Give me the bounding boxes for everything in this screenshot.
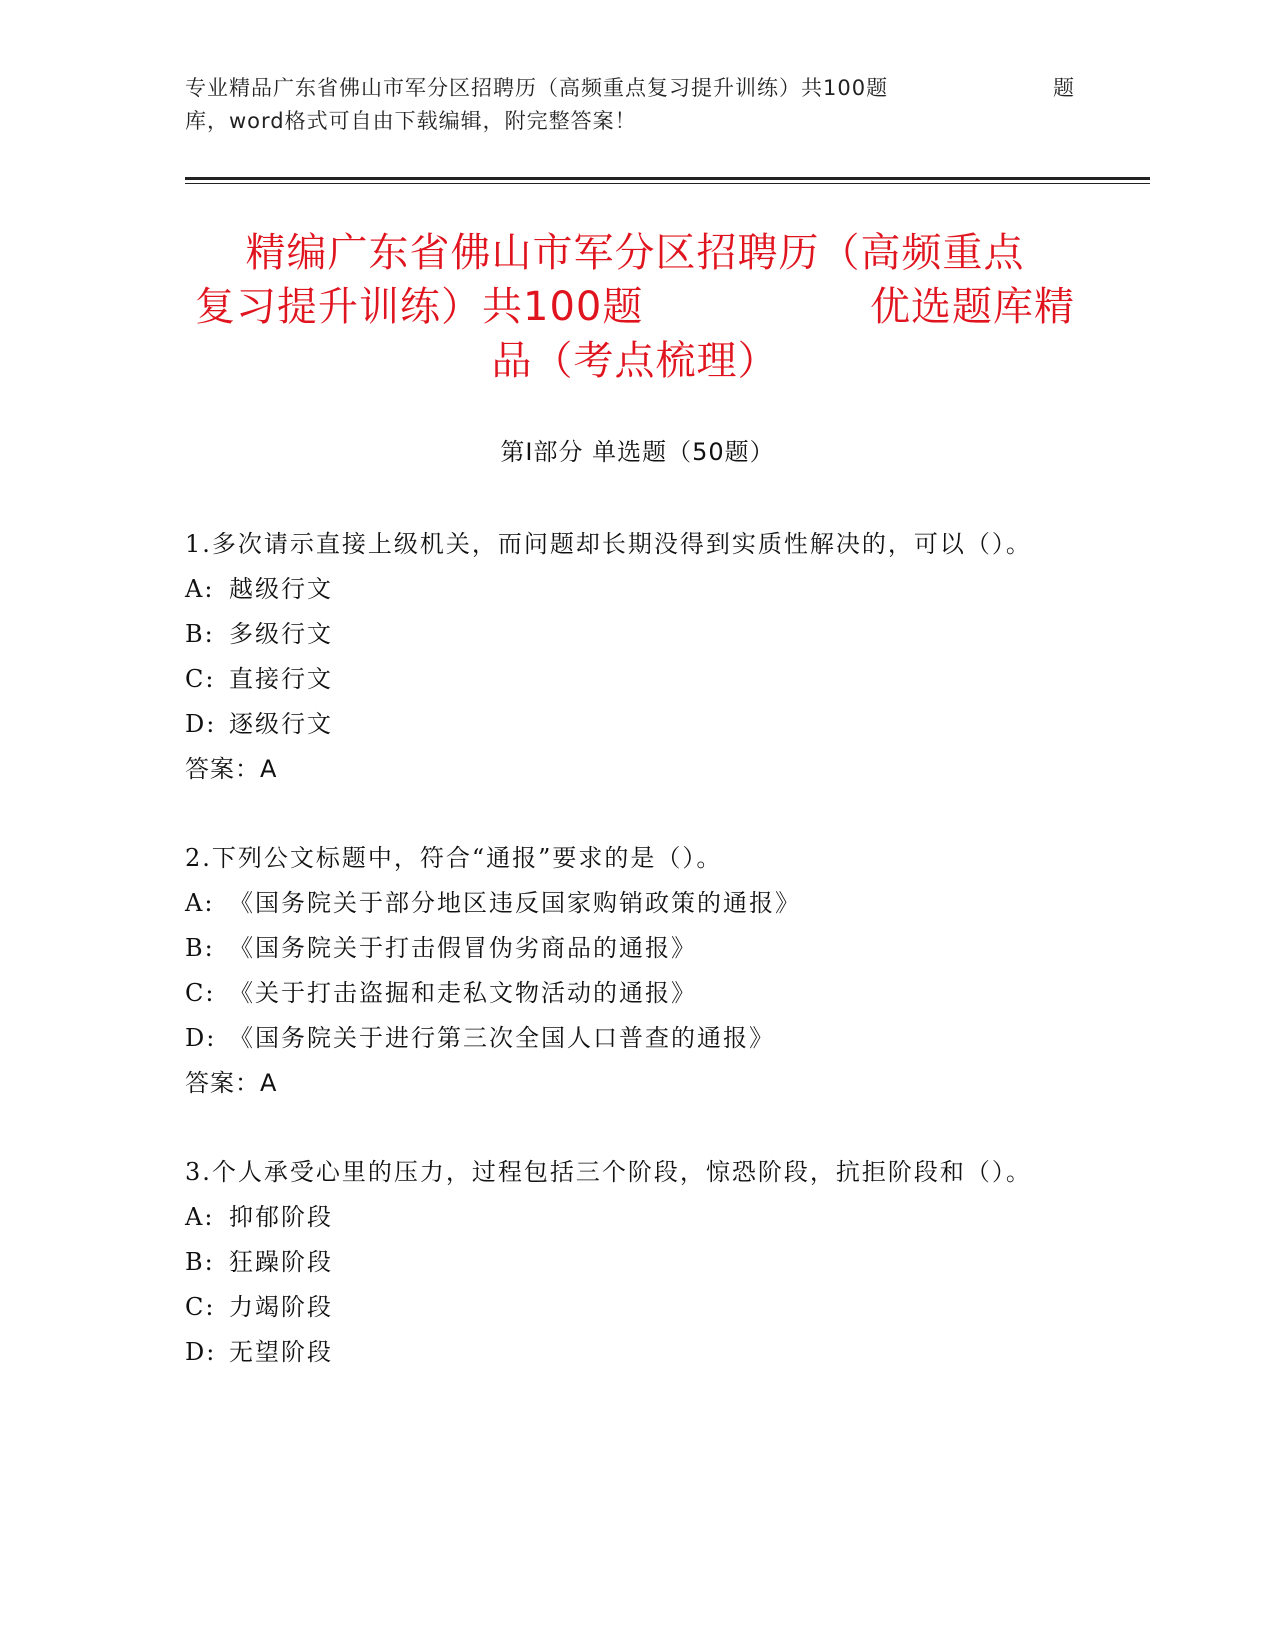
option-letter: C: xyxy=(185,979,216,1007)
option-letter: D: xyxy=(185,710,217,738)
option-text: 《国务院关于进行第三次全国人口普查的通报》 xyxy=(229,1024,775,1052)
option-text: 多级行文 xyxy=(229,620,333,648)
option-a xyxy=(185,567,1065,612)
answer-line: 答案：A xyxy=(185,755,278,783)
header-text: 专业精品广东省佛山市军分区招聘历（高频重点复习提升训练）共100题 xyxy=(185,76,889,100)
option-text: 《国务院关于部分地区违反国家购销政策的通报》 xyxy=(229,889,801,917)
option-d xyxy=(185,1330,1065,1375)
question-stem: 3.个人承受心里的压力，过程包括三个阶段，惊恐阶段，抗拒阶段和（）。 xyxy=(185,1158,1032,1186)
option-text: 狂躁阶段 xyxy=(229,1248,333,1276)
question-2 xyxy=(185,836,1065,1106)
option-text: 《国务院关于打击假冒伪劣商品的通报》 xyxy=(229,934,697,962)
header-divider-thick xyxy=(185,177,1150,180)
option-text: 直接行文 xyxy=(229,665,333,693)
option-letter: D: xyxy=(185,1024,217,1052)
header-line-1 xyxy=(185,72,1075,105)
option-d xyxy=(185,702,1065,747)
option-letter: C: xyxy=(185,665,216,693)
title-line-2 xyxy=(195,280,1075,334)
option-letter: A: xyxy=(185,889,215,917)
option-text: 越级行文 xyxy=(229,575,333,603)
option-c xyxy=(185,1285,1065,1330)
option-d xyxy=(185,1016,1065,1061)
option-text: 力竭阶段 xyxy=(229,1293,333,1321)
question-stem: 1.多次请示直接上级机关，而问题却长期没得到实质性解决的，可以（）。 xyxy=(185,530,1032,558)
option-letter: C: xyxy=(185,1293,216,1321)
question-stem: 2.下列公文标题中，符合“通报”要求的是（）。 xyxy=(185,844,723,872)
option-letter: D: xyxy=(185,1338,217,1366)
option-b xyxy=(185,1240,1065,1285)
option-letter: A: xyxy=(185,1203,215,1231)
page-header xyxy=(185,72,1075,138)
title-line-3: 品（考点梳理） xyxy=(491,338,779,384)
header-line-2: 库，word格式可自由下载编辑，附完整答案！ xyxy=(185,109,637,133)
option-b xyxy=(185,926,1065,971)
option-letter: B: xyxy=(185,934,215,962)
option-text: 无望阶段 xyxy=(229,1338,333,1366)
option-text: 《关于打击盗掘和走私文物活动的通报》 xyxy=(229,979,697,1007)
title-line-2-right: 优选题库精 xyxy=(870,284,1075,330)
question-3 xyxy=(185,1150,1065,1375)
option-letter: B: xyxy=(185,1248,215,1276)
option-text: 抑郁阶段 xyxy=(229,1203,333,1231)
document-title xyxy=(195,226,1075,388)
title-line-1: 精编广东省佛山市军分区招聘历（高频重点 xyxy=(245,230,1025,276)
option-a xyxy=(185,881,1065,926)
section-heading: 第Ⅰ部分 单选题（50题） xyxy=(500,438,775,466)
question-list xyxy=(185,522,1065,1419)
option-c xyxy=(185,971,1065,1016)
option-text: 逐级行文 xyxy=(229,710,333,738)
option-b xyxy=(185,612,1065,657)
option-letter: B: xyxy=(185,620,215,648)
answer-line: 答案：A xyxy=(185,1069,278,1097)
title-line-2-left: 复习提升训练）共100题 xyxy=(195,284,644,330)
option-c xyxy=(185,657,1065,702)
header-text-tail: 题 xyxy=(1053,76,1075,100)
option-a xyxy=(185,1195,1065,1240)
option-letter: A: xyxy=(185,575,215,603)
question-1 xyxy=(185,522,1065,792)
header-divider-thin xyxy=(185,183,1150,184)
